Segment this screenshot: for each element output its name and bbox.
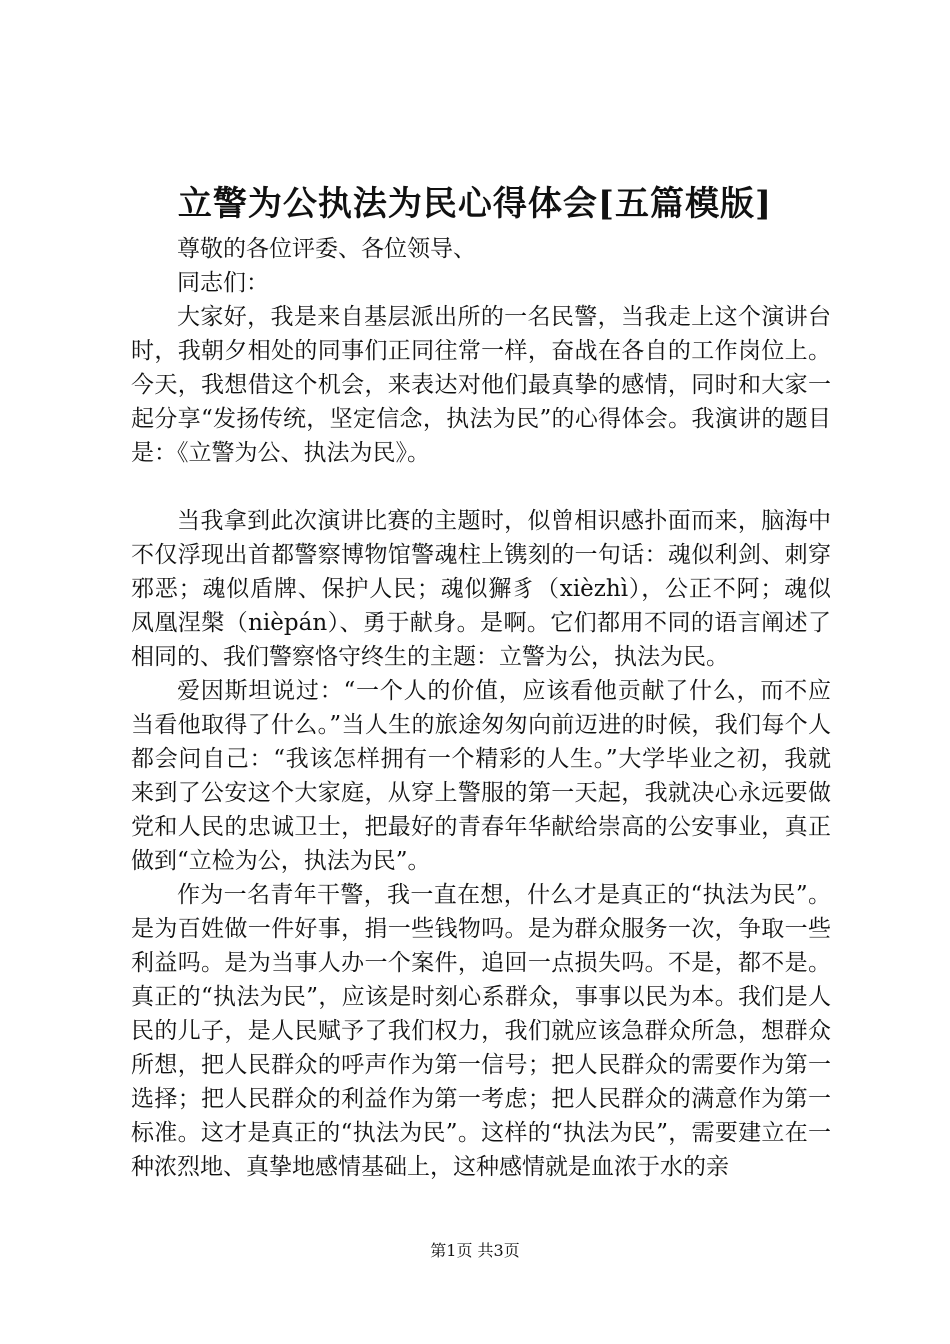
paragraph: 爱因斯坦说过：“一个人的价值，应该看他贡献了什么，而不应当看他取得了什么。”当人生的旅途匆匆向前迈进的时候，我们每个人都会问自己：“我该怎样拥有一个精彩的人生。”大学毕业之初，我就来到了公安这个大家庭，从穿上警服的第一天起，我就决心永远要做党和人民的忠诚卫士，把最好的青春年华献给崇高的公安事业，真正做到“立检为公，执法为民”。 (131, 678, 831, 874)
document-body (131, 232, 831, 1184)
salutation-line-2: 同志们： (177, 270, 269, 296)
paragraph: 作为一名青年干警，我一直在想，什么才是真正的“执法为民”。是为百姓做一件好事，捐一些钱物吗。是为群众服务一次，争取一些利益吗。是为当事人办一个案件，追回一点损失吗。不是，都不是。真正的“执法为民”，应该是时刻心系群众，事事以民为本。我们是人民的儿子，是人民赋予了我们权力，我们就应该急群众所急，想群众所想，把人民群众的呼声作为第一信号；把人民群众的需要作为第一选择；把人民群众的利益作为第一考虑；把人民群众的满意作为第一标准。这才是真正的“执法为民”。这样的“执法为民”，需要建立在一种浓烈地、真挚地感情基础上，这种感情就是血浓于水的亲 (131, 882, 831, 1180)
paragraph: 当我拿到此次演讲比赛的主题时，似曾相识感扑面而来，脑海中不仅浮现出首都警察博物馆警魂柱上镌刻的一句话：魂似利剑、刺穿邪恶；魂似盾牌、保护人民；魂似獬豸（xièzhì），公正不阿；魂似凤凰涅槃（nièpán）、勇于献身。是啊。它们都用不同的语言阐述了相同的、我们警察恪守终生的主题：立警为公，执法为民。 (131, 508, 831, 670)
document-title: 立警为公执法为民心得体会[五篇模版] (177, 184, 773, 224)
salutation-line-1: 尊敬的各位评委、各位领导、 (177, 236, 476, 262)
page-footer: 第1页 共3页 (430, 1241, 520, 1260)
paragraph: 大家好，我是来自基层派出所的一名民警，当我走上这个演讲台时，我朝夕相处的同事们正同往常一样，奋战在各自的工作岗位上。今天，我想借这个机会，来表达对他们最真挚的感情，同时和大家一起分享“发扬传统，坚定信念，执法为民”的心得体会。我演讲的题目是：《立警为公、执法为民》。 (131, 304, 831, 466)
